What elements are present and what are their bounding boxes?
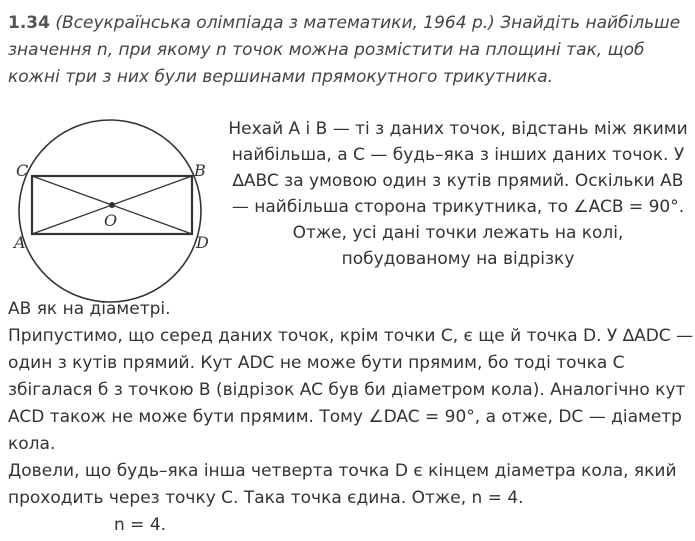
label-o: O xyxy=(104,211,118,230)
circle-rectangle-figure xyxy=(8,118,222,308)
label-d: D xyxy=(196,233,209,252)
center-point xyxy=(109,202,115,208)
problem-text: (Всеукраїнська олімпіада з математики, 1964 р.) Знайдіть найбільше значення n, при якому n точок можна розмістити на площині так, щоб кожні три з них були вершинами прямокутного трикутника. xyxy=(8,13,681,87)
solution-side-text: Нехай A і B — ті з даних точок, відстань між якими найбільша, а C — будь–яка з інших даних точок. У ∆ABC за умовою один з кутів прямий. Оскільки AB — найбільша сторона трикутника, то ∠ACB = 90°. Отже, усі дані точки лежать на колі, побудованому на відрізку xyxy=(228,119,688,269)
answer: n = 4. xyxy=(114,515,167,535)
problem-statement xyxy=(8,10,693,91)
solution-continuation: AB як на діаметрі. xyxy=(8,299,171,319)
label-c: C xyxy=(16,161,29,180)
solution-paragraph-3: Довели, що будь–яка інша четверта точка D є кінцем діаметра кола, який проходить через точку C. Така точка єдина. Отже, n = 4. xyxy=(8,461,677,508)
solution-main-text xyxy=(8,296,694,539)
problem-number: 1.34 xyxy=(8,13,50,33)
label-b: B xyxy=(194,161,206,180)
label-a: A xyxy=(14,233,26,252)
solution-paragraph-2: Припустимо, що серед даних точок, крім точки C, є ще й точка D. У ∆ADC — один з кутів прямий. Кут ADC не може бути прямим, бо тоді точка C збігалася б з точкою B (відрізок AC був би діаметром кола). Аналогічно кут ACD також не може бути прямим. Тому ∠DAC = 90°, а отже, DC — діаметр кола. xyxy=(8,326,694,454)
